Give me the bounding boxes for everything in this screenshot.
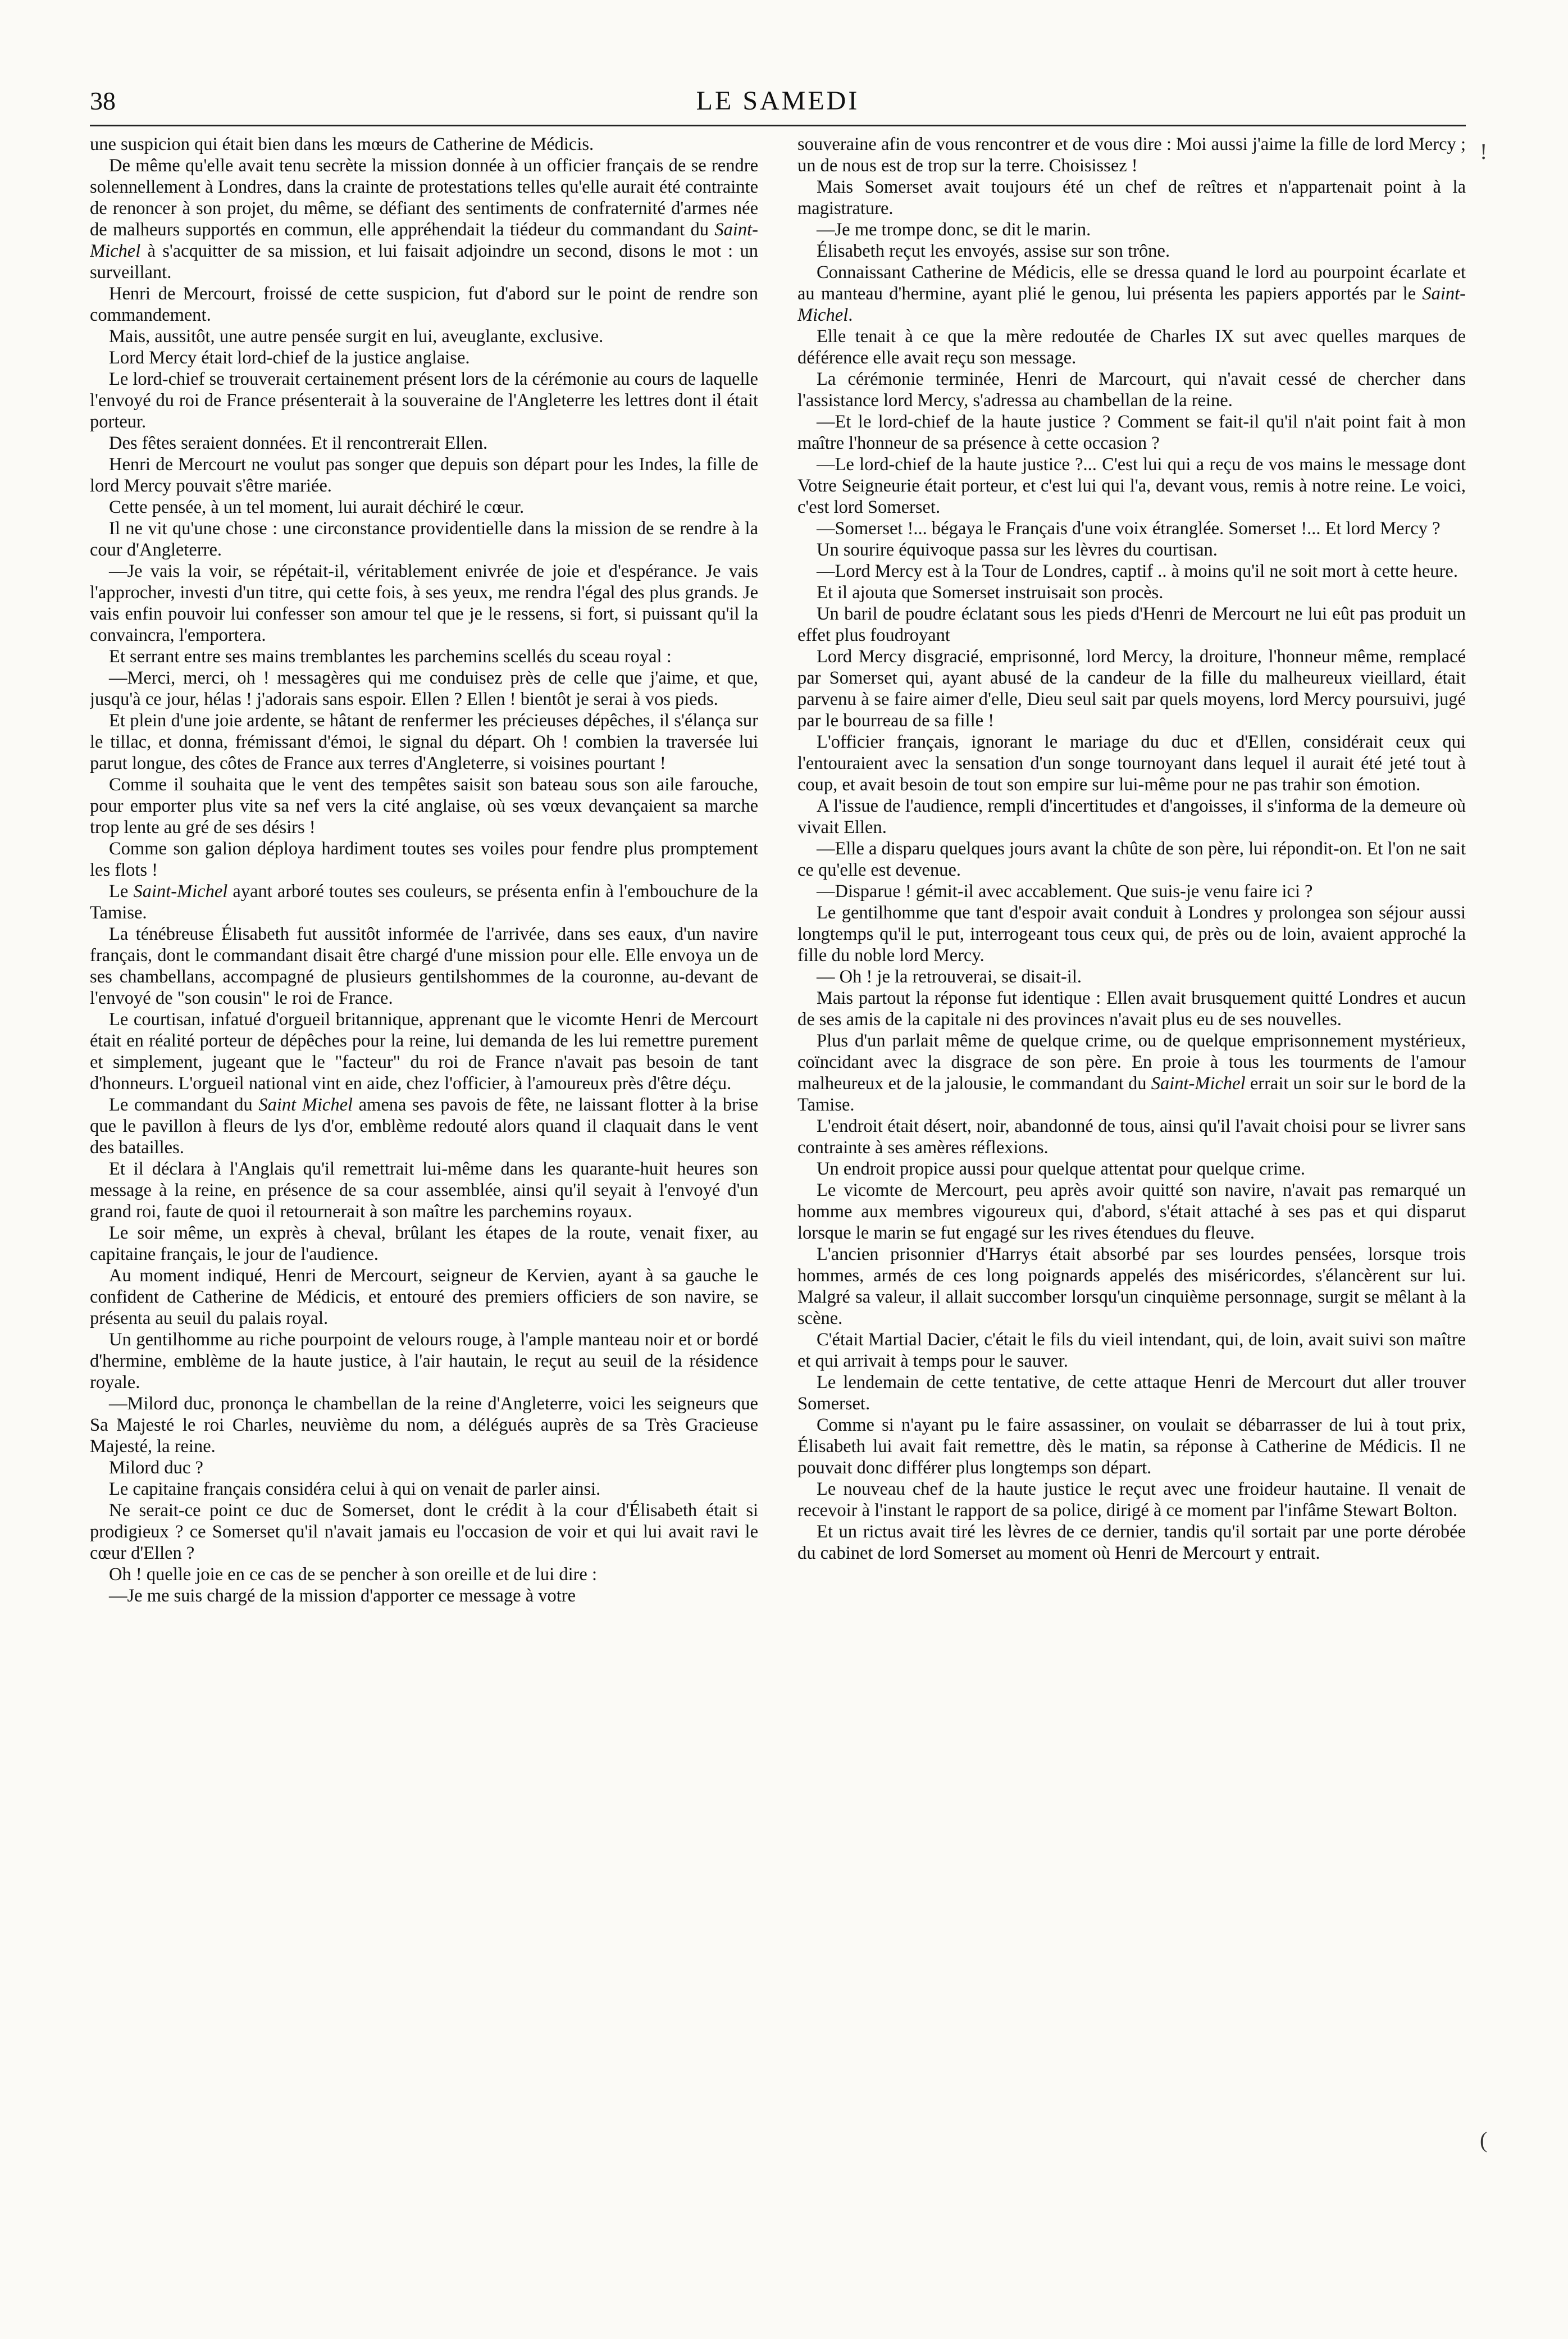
paragraph: Lord Mercy était lord-chief de la justice anglaise. [109, 348, 470, 368]
paragraph: Des fêtes seraient données. Et il rencontrerait Ellen. [109, 433, 488, 453]
paragraph: Connaissant Catherine de Médicis, elle se dressa quand le lord au pourpoint écarlate et au manteau d'hermine, ayant plié le genou, lui présenta les papiers apportés par le Saint-Michel. [797, 262, 1466, 325]
paragraph: Et serrant entre ses mains tremblantes les parchemins scellés du sceau royal : [109, 647, 672, 667]
journal-title: LE SAMEDI [696, 86, 860, 116]
ship-name: Saint Michel [258, 1095, 353, 1115]
paragraph: La cérémonie terminée, Henri de Marcourt, qui n'avait cessé de chercher dans l'assistance lord Mercy, s'adressa au chambellan de la reine. [797, 369, 1466, 411]
paragraph: Elle tenait à ce que la mère redoutée de Charles IX sut avec quelles marques de déférence elle avait reçu son message. [797, 326, 1466, 368]
paragraph: —Somerset !... bégaya le Français d'une voix étranglée. Somerset !... Et lord Mercy ? [817, 518, 1441, 539]
paragraph: Le commandant du Saint Michel amena ses pavois de fête, ne laissant flotter à la brise que le pavillon à fleurs de lys d'or, emblème redouté alors quand il claquait dans le vent des batailles. [90, 1095, 758, 1158]
paragraph: Le courtisan, infatué d'orgueil britannique, apprenant que le vicomte Henri de Mercourt était en réalité porteur de dépêches pour la reine, lui demanda de les lui remettre purement et simplement, jugeant que le "facteur" du roi de France n'avait pas besoin de tant d'honneurs. L'orgueil national vint en aide, chez l'officier, à l'amoureux près d'être déçu. [90, 1009, 758, 1094]
paragraph: Élisabeth reçut les envoyés, assise sur son trône. [817, 241, 1170, 261]
paragraph: Au moment indiqué, Henri de Mercourt, seigneur de Kervien, ayant à sa gauche le confident de Catherine de Médicis, et entouré des premiers officiers de son navire, se présenta au seuil du palais royal. [90, 1266, 758, 1328]
paragraph: —Elle a disparu quelques jours avant la chûte de son père, lui répondit-on. Et l'on ne sait ce qu'elle est devenue. [797, 839, 1466, 880]
paragraph: Cette pensée, à un tel moment, lui aurait déchiré le cœur. [109, 497, 525, 517]
paragraph: Mais, aussitôt, une autre pensée surgit en lui, aveuglante, exclusive. [109, 326, 604, 347]
paragraph: Et il ajouta que Somerset instruisait son procès. [817, 583, 1164, 603]
paragraph: —Disparue ! gémit-il avec accablement. Que suis-je venu faire ici ? [817, 881, 1313, 902]
right-column [797, 134, 1466, 2302]
paragraph: —Lord Mercy est à la Tour de Londres, captif .. à moins qu'il ne soit mort à cette heure. [817, 561, 1458, 581]
paragraph: —Le lord-chief de la haute justice ?... C'est lui qui a reçu de vos mains le message dont Votre Seigneurie était porteur, et c'est lui qui l'a, devant vous, remis à notre reine. Le voici, c'est lord Somerset. [797, 454, 1466, 517]
paragraph: Le vicomte de Mercourt, peu après avoir quitté son navire, n'avait pas remarqué un homme aux membres vigoureux qui, d'abord, s'était attaché à ses pas et qui disparut lorsque le marin se fut engagé sur les rives étendues du fleuve. [797, 1180, 1466, 1243]
paragraph: Et un rictus avait tiré les lèvres de ce dernier, tandis qu'il sortait par une porte dérobée du cabinet de lord Somerset au moment où Henri de Mercourt y entrait. [797, 1522, 1466, 1563]
paragraph: A l'issue de l'audience, rempli d'incertitudes et d'angoisses, il s'informa de la demeure où vivait Ellen. [797, 796, 1466, 838]
paragraph: Et il déclara à l'Anglais qu'il remettrait lui-même dans les quarante-huit heures son message à la reine, en présence de sa cour assemblée, ainsi qu'il seyait à l'envoyé d'un grand roi, faute de quoi il retournerait à son maître les parchemins royaux. [90, 1159, 758, 1222]
paragraph: Le soir même, un exprès à cheval, brûlant les étapes de la route, venait fixer, au capitaine français, le jour de l'audience. [90, 1223, 758, 1264]
paragraph: Comme son galion déploya hardiment toutes ses voiles pour fendre plus promptement les flots ! [90, 839, 758, 880]
paragraph: Un baril de poudre éclatant sous les pieds d'Henri de Mercourt ne lui eût pas produit un effet plus foudroyant [797, 604, 1466, 645]
paragraph: Ne serait-ce point ce duc de Somerset, dont le crédit à la cour d'Élisabeth était si prodigieux ? ce Somerset qu'il n'avait jamais eu l'occasion de voir et qui lui avait ravi le cœur d'Ellen ? [90, 1500, 758, 1563]
paragraph: Un endroit propice aussi pour quelque attentat pour quelque crime. [817, 1159, 1306, 1179]
paragraph: Mais Somerset avait toujours été un chef de reîtres et n'appartenait point à la magistrature. [797, 177, 1466, 219]
paragraph: L'officier français, ignorant le mariage du duc et d'Ellen, considérait ceux qui l'entouraient avec la sensation d'un songe tournoyant dans lequel il aurait été jeté tout à coup, et avait besoin de tout son empire sur lui-même pour ne pas trahir son émotion. [797, 732, 1466, 795]
paragraph: —Je me suis chargé de la mission d'apporter ce message à votre [109, 1586, 576, 1606]
left-column [90, 134, 758, 2302]
paragraph: Un gentilhomme au riche pourpoint de velours rouge, à l'ample manteau noir et or bordé d'hermine, emblème de la haute justice, à l'air hautain, le reçut au seuil de la résidence royale. [90, 1330, 758, 1393]
paragraph: —Je me trompe donc, se dit le marin. [817, 220, 1091, 240]
paragraph: souveraine afin de vous rencontrer et de vous dire : Moi aussi j'aime la fille de lord Mercy ; un de nous est de trop sur la terre. Choisissez ! [797, 134, 1466, 176]
paragraph: —Merci, merci, oh ! messagères qui me conduisez près de celle que j'aime, et que, jusqu'à ce jour, hélas ! j'adorais sans espoir. Ellen ? Ellen ! bientôt je serai à vos pieds. [90, 668, 758, 709]
ship-name: Saint-Michel [797, 284, 1466, 325]
paragraph: Henri de Mercourt ne voulut pas songer que depuis son départ pour les Indes, la fille de lord Mercy pouvait s'être mariée. [90, 454, 758, 496]
paragraph: L'endroit était désert, noir, abandonné de tous, ainsi qu'il l'avait choisi pour se livrer sans contrainte à ses amères réflexions. [797, 1116, 1466, 1158]
paragraph: Lord Mercy disgracié, emprisonné, lord Mercy, la droiture, l'honneur même, remplacé par Somerset qui, ayant abusé de la candeur de la fille du malheureux vieillard, était parvenu à se faire aimer d'elle, Dieu seul sait par quels moyens, lord Mercy poursuivi, jugé par le bourreau de sa fille ! [797, 647, 1466, 731]
paragraph: —Je vais la voir, se répétait-il, véritablement enivrée de joie et d'espérance. Je vais l'approcher, investi d'un titre, qui cette fois, à ses yeux, me rendra l'égal des plus grands. Je vais enfin pouvoir lui confesser son amour tel que je le ressens, si fort, si puissant qu'il la convaincra, l'emportera. [90, 561, 758, 645]
paragraph: Il ne vit qu'une chose : une circonstance providentielle dans la mission de se rendre à la cour d'Angleterre. [90, 518, 758, 560]
ship-name: Saint-Michel [1151, 1073, 1246, 1094]
ship-name: Saint-Michel [133, 881, 228, 902]
paragraph: — Oh ! je la retrouverai, se disait-il. [817, 967, 1082, 987]
paragraph: Un sourire équivoque passa sur les lèvres du courtisan. [817, 540, 1218, 560]
paragraph: Comme si n'ayant pu le faire assassiner, on voulait se débarrasser de lui à tout prix, Élisabeth lui avait fait remettre, dès le matin, sa réponse à Catherine de Médicis. Il ne pouvait donc différer plus longtemps son départ. [797, 1415, 1466, 1478]
paragraph: Le nouveau chef de la haute justice le reçut avec une froideur hautaine. Il venait de recevoir à l'instant le rapport de sa police, dirigé à ce moment par l'infâme Stewart Bolton. [797, 1479, 1466, 1521]
header-rule [90, 125, 1466, 126]
paragraph: La ténébreuse Élisabeth fut aussitôt informée de l'arrivée, dans ses eaux, d'un navire français, dont le commandant disait être chargé d'une mission pour elle. Elle envoya un de ses chambellans, accompagné de plusieurs gentilshommes de la couronne, au-devant de l'envoyé de "son cousin" le roi de France. [90, 924, 758, 1008]
paragraph: Le capitaine français considéra celui à qui on venait de parler ainsi. [109, 1479, 601, 1499]
paragraph: Henri de Mercourt, froissé de cette suspicion, fut d'abord sur le point de rendre son commandement. [90, 284, 758, 325]
ship-name: Saint-Michel [90, 220, 758, 261]
paragraph: une suspicion qui était bien dans les mœurs de Catherine de Médicis. [90, 134, 594, 154]
paragraph: De même qu'elle avait tenu secrète la mission donnée à un officier français de se rendre solennellement à Londres, dans la crainte de protestations telles qu'elle aurait été contrainte de renoncer à son projet, du même, se défiant des sentiments de confraternité d'armes née de malheurs supportés en commun, elle appréhendait la tiédeur du commandant du Saint-Michel à s'acquitter de sa mission, et lui faisait adjoindre un second, disons le mot : un surveillant. [90, 156, 758, 283]
page-header [90, 84, 1466, 118]
paragraph: Mais partout la réponse fut identique : Ellen avait brusquement quitté Londres et aucun de ses amis de la capitale ni des provinces n'avait plus eu de ses nouvelles. [797, 988, 1466, 1030]
margin-mark: ! [1480, 139, 1488, 164]
page-number: 38 [90, 87, 116, 115]
paragraph: Le lendemain de cette tentative, de cette attaque Henri de Mercourt dut aller trouver Somerset. [797, 1372, 1466, 1414]
paragraph: Milord duc ? [109, 1458, 203, 1478]
paragraph: —Milord duc, prononça le chambellan de la reine d'Angleterre, voici les seigneurs que Sa Majesté le roi Charles, neuvième du nom, a délégués auprès de sa Très Gracieuse Majesté, la reine. [90, 1394, 758, 1457]
paragraph: Le gentilhomme que tant d'espoir avait conduit à Londres y prolongea son séjour aussi longtemps qu'il le put, interrogeant tous ceux qui, de près ou de loin, avaient approché la fille du noble lord Mercy. [797, 903, 1466, 966]
paragraph: —Et le lord-chief de la haute justice ? Comment se fait-il qu'il n'ait point fait à mon maître l'honneur de sa présence à cette occasion ? [797, 412, 1466, 453]
paragraph: C'était Martial Dacier, c'était le fils du vieil intendant, qui, de loin, avait suivi son maître et qui arrivait à temps pour le sauver. [797, 1330, 1466, 1371]
paragraph: Et plein d'une joie ardente, se hâtant de renfermer les précieuses dépêches, il s'élança sur le tillac, et donna, frémissant d'émoi, le signal du départ. Oh ! combien la traversée lui parut longue, des côtes de France aux terres d'Angleterre, si voisines pourtant ! [90, 711, 758, 773]
paragraph: Le lord-chief se trouverait certainement présent lors de la cérémonie au cours de laquelle l'envoyé du roi de France présenterait à la souveraine de l'Angleterre les lettres dont il était porteur. [90, 369, 758, 432]
paragraph: L'ancien prisonnier d'Harrys était absorbé par ses lourdes pensées, lorsque trois hommes, armés de ces long poignards appelés des miséricordes, s'élancèrent sur lui. Malgré sa valeur, il allait succomber lorsqu'un cinquième personnage, surgit se mêlant à la scène. [797, 1244, 1466, 1328]
margin-mark: ( [1480, 2127, 1488, 2153]
paragraph: Le Saint-Michel ayant arboré toutes ses couleurs, se présenta enfin à l'embouchure de la Tamise. [90, 881, 758, 923]
paragraph: Oh ! quelle joie en ce cas de se pencher à son oreille et de lui dire : [109, 1564, 598, 1585]
paragraph: Plus d'un parlait même de quelque crime, ou de quelque emprisonnement mystérieux, coïncidant avec la disgrace de son père. En proie à tous les tourments de l'amour malheureux et de la jalousie, le commandant du Saint-Michel errait un soir sur le bord de la Tamise. [797, 1031, 1466, 1115]
paragraph: Comme il souhaita que le vent des tempêtes saisit son bateau sous son aile farouche, pour emporter plus vite sa nef vers la cité anglaise, où ses vœux devançaient sa marche trop lente au gré de ses désirs ! [90, 775, 758, 838]
